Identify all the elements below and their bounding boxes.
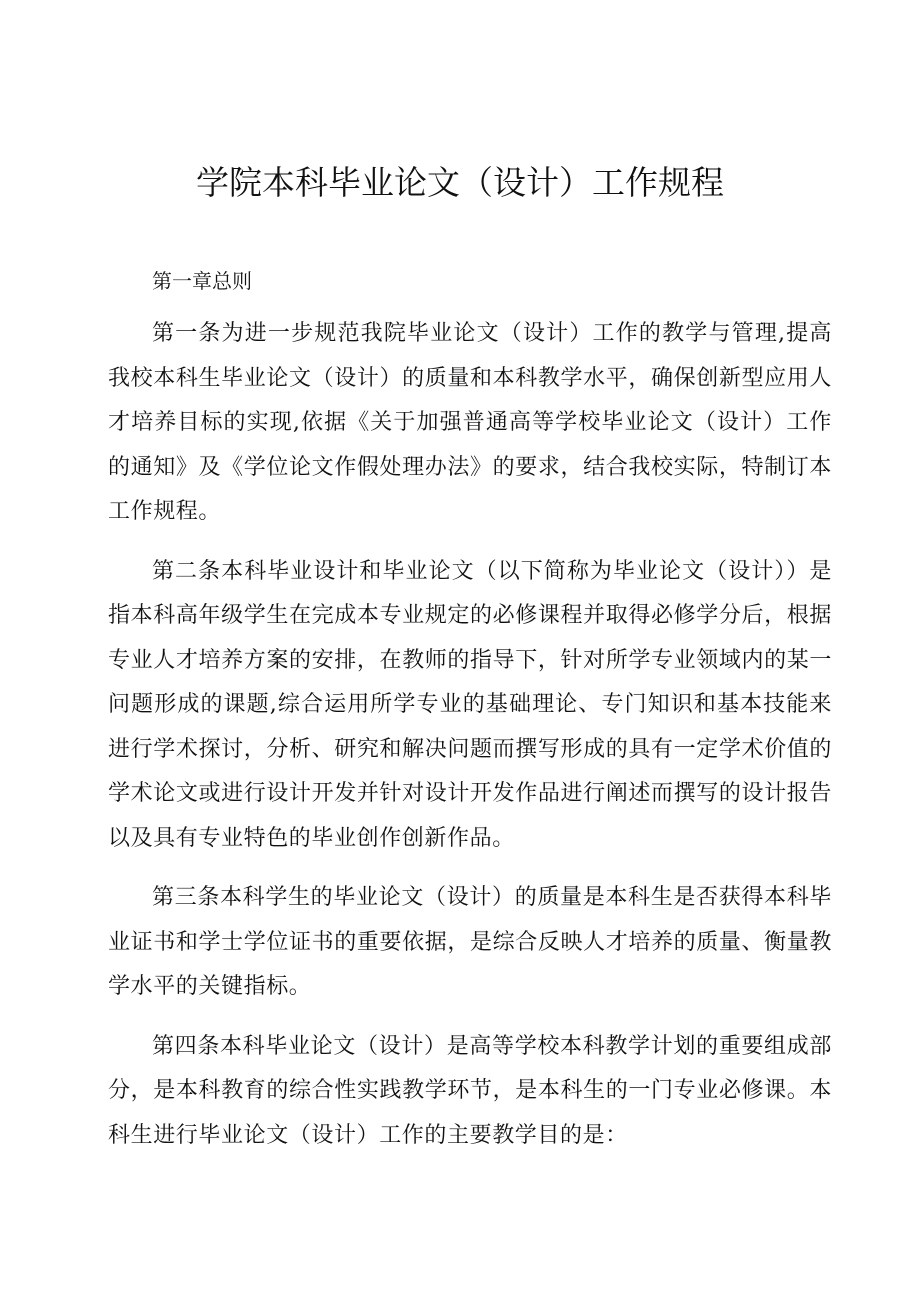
- article-4-paragraph: 第四条本科毕业论文（设计）是高等学校本科教学计划的重要组成部分，是本科教育的综合性实践教学环节，是本科生的一门专业必修课。本科生进行毕业论文（设计）工作的主要教学目的是：: [108, 1033, 832, 1148]
- chapter-heading: 第一章总则: [152, 269, 252, 293]
- document-title: 学院本科毕业论文（设计）工作规程: [196, 163, 724, 202]
- article-1-paragraph: 第一条为进一步规范我院毕业论文（设计）工作的教学与管理,提高我校本科生毕业论文（设计）的质量和本科教学水平，确保创新型应用人才培养目标的实现,依据《关于加强普通高等学校毕业论文（设计）工作的通知》及《学位论文作假处理办法》的要求，结合我校实际，特制订本工作规程。: [108, 321, 832, 524]
- article-2-paragraph: 第二条本科毕业设计和毕业论文（以下简称为毕业论文（设计））是指本科高年级学生在完成本专业规定的必修课程并取得必修学分后，根据专业人才培养方案的安排，在教师的指导下，针对所学专业领域内的某一问题形成的课题,综合运用所学专业的基础理论、专门知识和基本技能来进行学术探讨，分析、研究和解决问题而撰写形成的具有一定学术价值的学术论文或进行设计开发并针对设计开发作品进行阐述而撰写的设计报告以及具有专业特色的毕业创作创新作品。: [108, 558, 832, 851]
- article-3-paragraph: 第三条本科学生的毕业论文（设计）的质量是本科生是否获得本科毕业证书和学士学位证书的重要依据，是综合反映人才培养的质量、衡量教学水平的关键指标。: [108, 885, 832, 999]
- document-body: [108, 312, 832, 1173]
